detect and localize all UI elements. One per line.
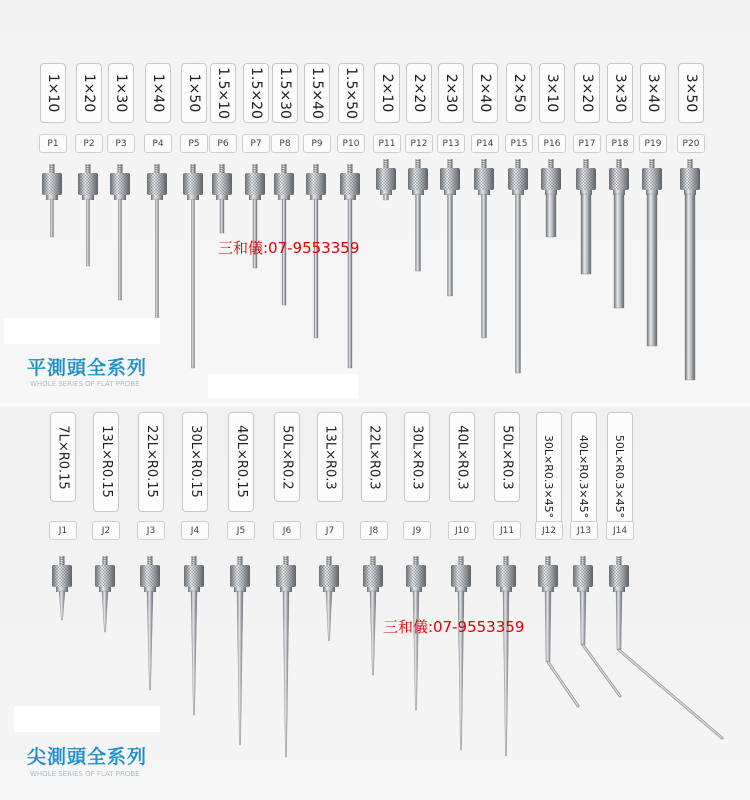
flat-series-subtitle: WHOLE SERIES OF FLAT PROBE <box>30 380 140 388</box>
flat-probe <box>212 164 232 233</box>
probe-size-text: 1.5×20 <box>248 67 264 119</box>
pointed-probe <box>95 556 115 632</box>
probe-size-text: 13L×R0.3 <box>322 424 338 490</box>
probe-size-text: 3×40 <box>645 73 662 113</box>
probe-size-text: 2×20 <box>411 73 428 113</box>
probe-size-text: 30L×R0.3 <box>409 424 425 490</box>
probe-size-text: 40L×R0.3 <box>454 424 470 490</box>
probe-size-text: 40L×R0.15 <box>233 425 249 499</box>
probe-code-label: J2 <box>92 521 120 540</box>
flat-probe <box>78 164 98 266</box>
probe-code-label: J7 <box>316 521 344 540</box>
probe-code-label: P5 <box>180 134 208 153</box>
probe-code-label: P12 <box>405 134 433 153</box>
probe-code-label: P4 <box>144 134 172 153</box>
probe-size-text: 3×10 <box>544 73 561 113</box>
probe-size-text: 2×50 <box>511 73 528 113</box>
probe-code-label: J3 <box>137 521 165 540</box>
probe-size-text: 1.5×10 <box>215 67 231 119</box>
probe-size-text: 1×30 <box>113 73 130 113</box>
probe-size-text: 22L×R0.15 <box>143 425 159 499</box>
probe-size-text: 1.5×50 <box>343 67 359 119</box>
flat-probe <box>440 159 460 296</box>
probe-size-text: 30L×R0.3×45° <box>542 434 556 518</box>
flat-probe <box>147 164 167 338</box>
probe-code-label: J8 <box>360 521 388 540</box>
probe-code-label: P11 <box>373 134 401 153</box>
flat-probe <box>508 159 528 373</box>
probe-code-label: P3 <box>107 134 135 153</box>
pointed-probe <box>230 556 250 745</box>
probe-code-label: J10 <box>448 521 476 540</box>
probe-code-label: P17 <box>573 134 601 153</box>
pointed-probe-panel <box>0 410 750 800</box>
probe-size-text: 2×10 <box>379 73 396 113</box>
probe-code-label: J5 <box>227 521 255 540</box>
pointed-probe <box>451 556 471 750</box>
probe-code-label: P15 <box>505 134 533 153</box>
probe-size-text: 7L×R0.15 <box>55 424 71 490</box>
flat-probe <box>680 159 700 380</box>
probe-size-text: 3×50 <box>683 73 700 113</box>
white-patch <box>208 374 358 398</box>
pointed-probe <box>276 556 296 757</box>
pointed-probe <box>363 556 383 675</box>
probe-size-text: 50L×R0.3 <box>499 424 515 490</box>
probe-size-text: 30L×R0.15 <box>187 425 203 499</box>
probe-code-label: P14 <box>471 134 499 153</box>
probe-size-text: 2×40 <box>477 73 494 113</box>
probe-size-text: 1.5×40 <box>309 67 325 119</box>
probe-code-label: P13 <box>437 134 465 153</box>
pointed-probe <box>496 556 516 756</box>
flat-probe <box>408 159 428 271</box>
probe-code-label: P1 <box>39 134 67 153</box>
probe-code-label: J1 <box>49 521 77 540</box>
probe-size-text: 50L×R0.2 <box>279 424 295 490</box>
flat-probe <box>541 159 561 237</box>
probe-code-label: J4 <box>181 521 209 540</box>
pointed-probe <box>184 556 204 715</box>
probe-size-text: 2×30 <box>443 73 460 113</box>
probe-code-label: J9 <box>403 521 431 540</box>
flat-probe <box>274 164 294 305</box>
pointed-probe <box>538 556 578 706</box>
probe-code-label: J14 <box>606 521 634 540</box>
probe-code-label: P16 <box>538 134 566 153</box>
flat-probe <box>376 159 396 200</box>
probe-size-text: 3×30 <box>612 73 629 113</box>
probe-code-label: J12 <box>535 521 563 540</box>
probe-code-label: P9 <box>303 134 331 153</box>
probe-code-label: J11 <box>493 521 521 540</box>
white-patch <box>4 318 160 344</box>
pointed-probe <box>52 556 72 620</box>
flat-probe <box>42 164 62 237</box>
probe-size-text: 40L×R0.3×45° <box>577 434 591 518</box>
probe-code-label: J6 <box>273 521 301 540</box>
probe-size-text: 1×10 <box>45 73 62 113</box>
section-divider <box>0 403 750 406</box>
flat-probe <box>609 159 629 308</box>
probe-size-text: 50L×R0.3×45° <box>613 434 627 518</box>
flat-probe <box>642 159 662 346</box>
probe-size-text: 22L×R0.3 <box>366 424 382 490</box>
pointed-series-subtitle: WHOLE SERIES OF FLAT PROBE <box>30 770 140 778</box>
flat-probe <box>183 164 203 368</box>
pointed-series-title: 尖測頭全系列 <box>27 746 148 768</box>
probe-size-text: 1×50 <box>186 73 203 113</box>
probe-code-label: P2 <box>75 134 103 153</box>
probe-code-label: P19 <box>639 134 667 153</box>
probe-code-label: P18 <box>606 134 634 153</box>
white-patch <box>14 706 160 732</box>
flat-probe <box>474 159 494 338</box>
probe-size-text: 1.5×30 <box>277 67 293 119</box>
flat-probe <box>576 159 596 274</box>
probe-size-text: 1×40 <box>150 73 167 113</box>
pointed-probe <box>140 556 160 690</box>
probe-code-label: P7 <box>242 134 270 153</box>
probe-code-label: P6 <box>209 134 237 153</box>
probe-code-label: P8 <box>271 134 299 153</box>
flat-series-title: 平測頭全系列 <box>27 357 148 379</box>
flat-probe <box>340 164 360 368</box>
pointed-probe <box>609 556 722 738</box>
flat-probe <box>110 164 130 300</box>
probe-size-text: 13L×R0.15 <box>98 425 114 499</box>
probe-size-text: 1×20 <box>81 73 98 113</box>
probe-code-label: P10 <box>337 134 365 153</box>
probe-code-label: P20 <box>677 134 705 153</box>
probe-size-text: 3×20 <box>579 73 596 113</box>
watermark-bottom: 三和儀:07-9553359 <box>383 618 525 636</box>
pointed-probe <box>319 556 339 641</box>
probe-code-label: J13 <box>570 521 598 540</box>
watermark-top: 三和儀:07-9553359 <box>218 239 360 257</box>
